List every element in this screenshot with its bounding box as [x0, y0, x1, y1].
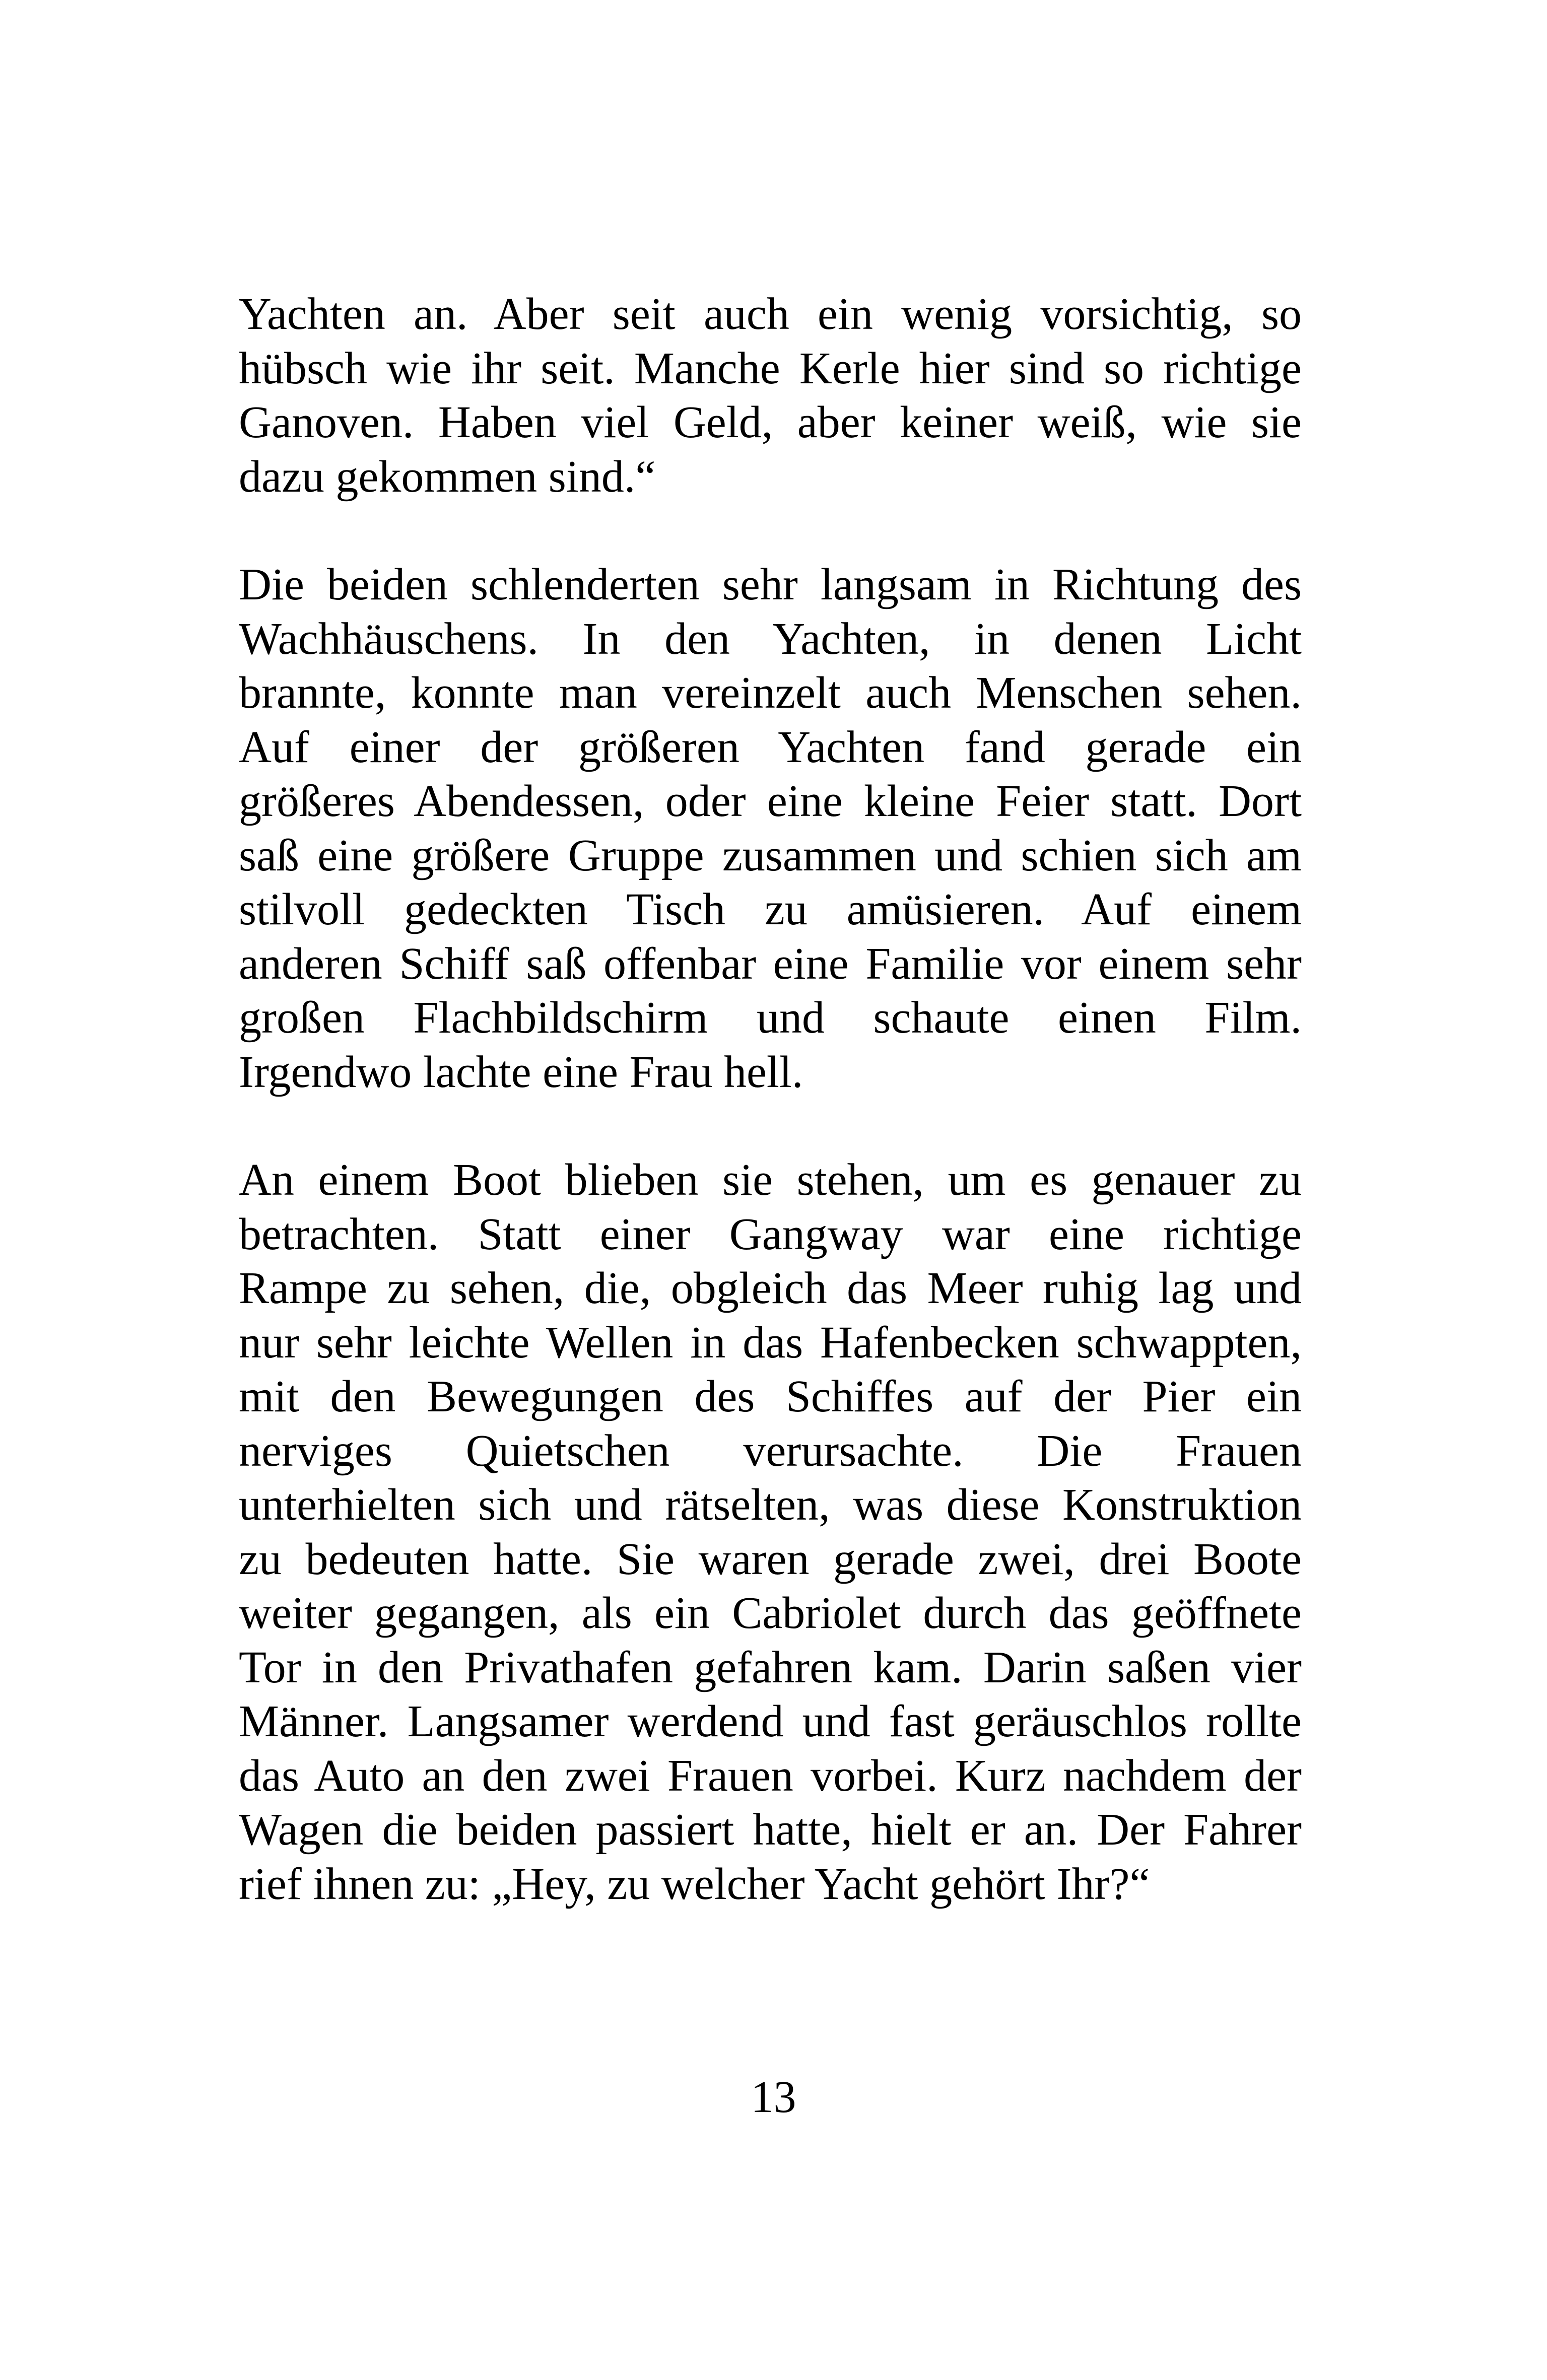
text-line: brannte, konnte man vereinzelt auch Menschen sehen. [239, 668, 1302, 718]
text-line: nur sehr leichte Wellen in das Hafenbecken schwappten, [239, 1317, 1302, 1368]
text-line: stilvoll gedeckten Tisch zu amüsieren. Auf einem [239, 885, 1302, 934]
text-line: anderen Schiff saß offenbar eine Familie vor einem sehr [239, 938, 1302, 989]
body-text [239, 287, 1302, 1911]
text-line: größeres Abendessen, oder eine kleine Feier statt. Dort [239, 776, 1302, 826]
page-number: 13 [751, 2072, 796, 2122]
paragraph-3 [239, 1153, 1302, 1911]
text-line: rief ihnen zu: „Hey, zu welcher Yacht gehört Ihr?“ [239, 1859, 1150, 1909]
text-line: weiter gegangen, als ein Cabriolet durch das geöffnete [239, 1588, 1302, 1638]
text-line: Tor in den Privathafen gefahren kam. Darin saßen vier [239, 1642, 1302, 1692]
text-line: das Auto an den zwei Frauen vorbei. Kurz nachdem der [239, 1750, 1302, 1801]
text-line: An einem Boot blieben sie stehen, um es genauer zu [239, 1155, 1302, 1205]
text-line: Irgendwo lachte eine Frau hell. [239, 1047, 803, 1097]
text-line: unterhielten sich und rätselten, was diese Konstruktion [239, 1480, 1302, 1530]
paragraph-1 [239, 287, 1302, 504]
paragraph-2 [239, 558, 1302, 1099]
text-line: Die beiden schlenderten sehr langsam in Richtung des [239, 560, 1302, 609]
text-line: Wagen die beiden passiert hatte, hielt er an. Der Fahrer [239, 1805, 1302, 1855]
text-line: Auf einer der größeren Yachten fand gerade ein [239, 722, 1302, 772]
text-line: betrachten. Statt einer Gangway war eine richtige [239, 1209, 1302, 1259]
text-line: mit den Bewegungen des Schiffes auf der Pier ein [239, 1372, 1302, 1421]
text-line: saß eine größere Gruppe zusammen und schien sich am [239, 830, 1302, 880]
text-line: nerviges Quietschen verursachte. Die Frauen [239, 1425, 1302, 1476]
text-line: Wachhäuschens. In den Yachten, in denen Licht [239, 614, 1302, 664]
text-line: Ganoven. Haben viel Geld, aber keiner weiß, wie sie [239, 397, 1302, 447]
text-line: Rampe zu sehen, die, obgleich das Meer ruhig lag und [239, 1263, 1302, 1313]
text-line: Yachten an. Aber seit auch ein wenig vorsichtig, so [239, 289, 1302, 339]
text-line: dazu gekommen sind.“ [239, 451, 656, 502]
text-line: großen Flachbildschirm und schaute einen Film. [239, 993, 1302, 1043]
text-line: Männer. Langsamer werdend und fast geräuschlos rollte [239, 1696, 1302, 1746]
text-line: zu bedeuten hatte. Sie waren gerade zwei, drei Boote [239, 1534, 1302, 1584]
text-line: hübsch wie ihr seit. Manche Kerle hier sind so richtige [239, 343, 1302, 393]
